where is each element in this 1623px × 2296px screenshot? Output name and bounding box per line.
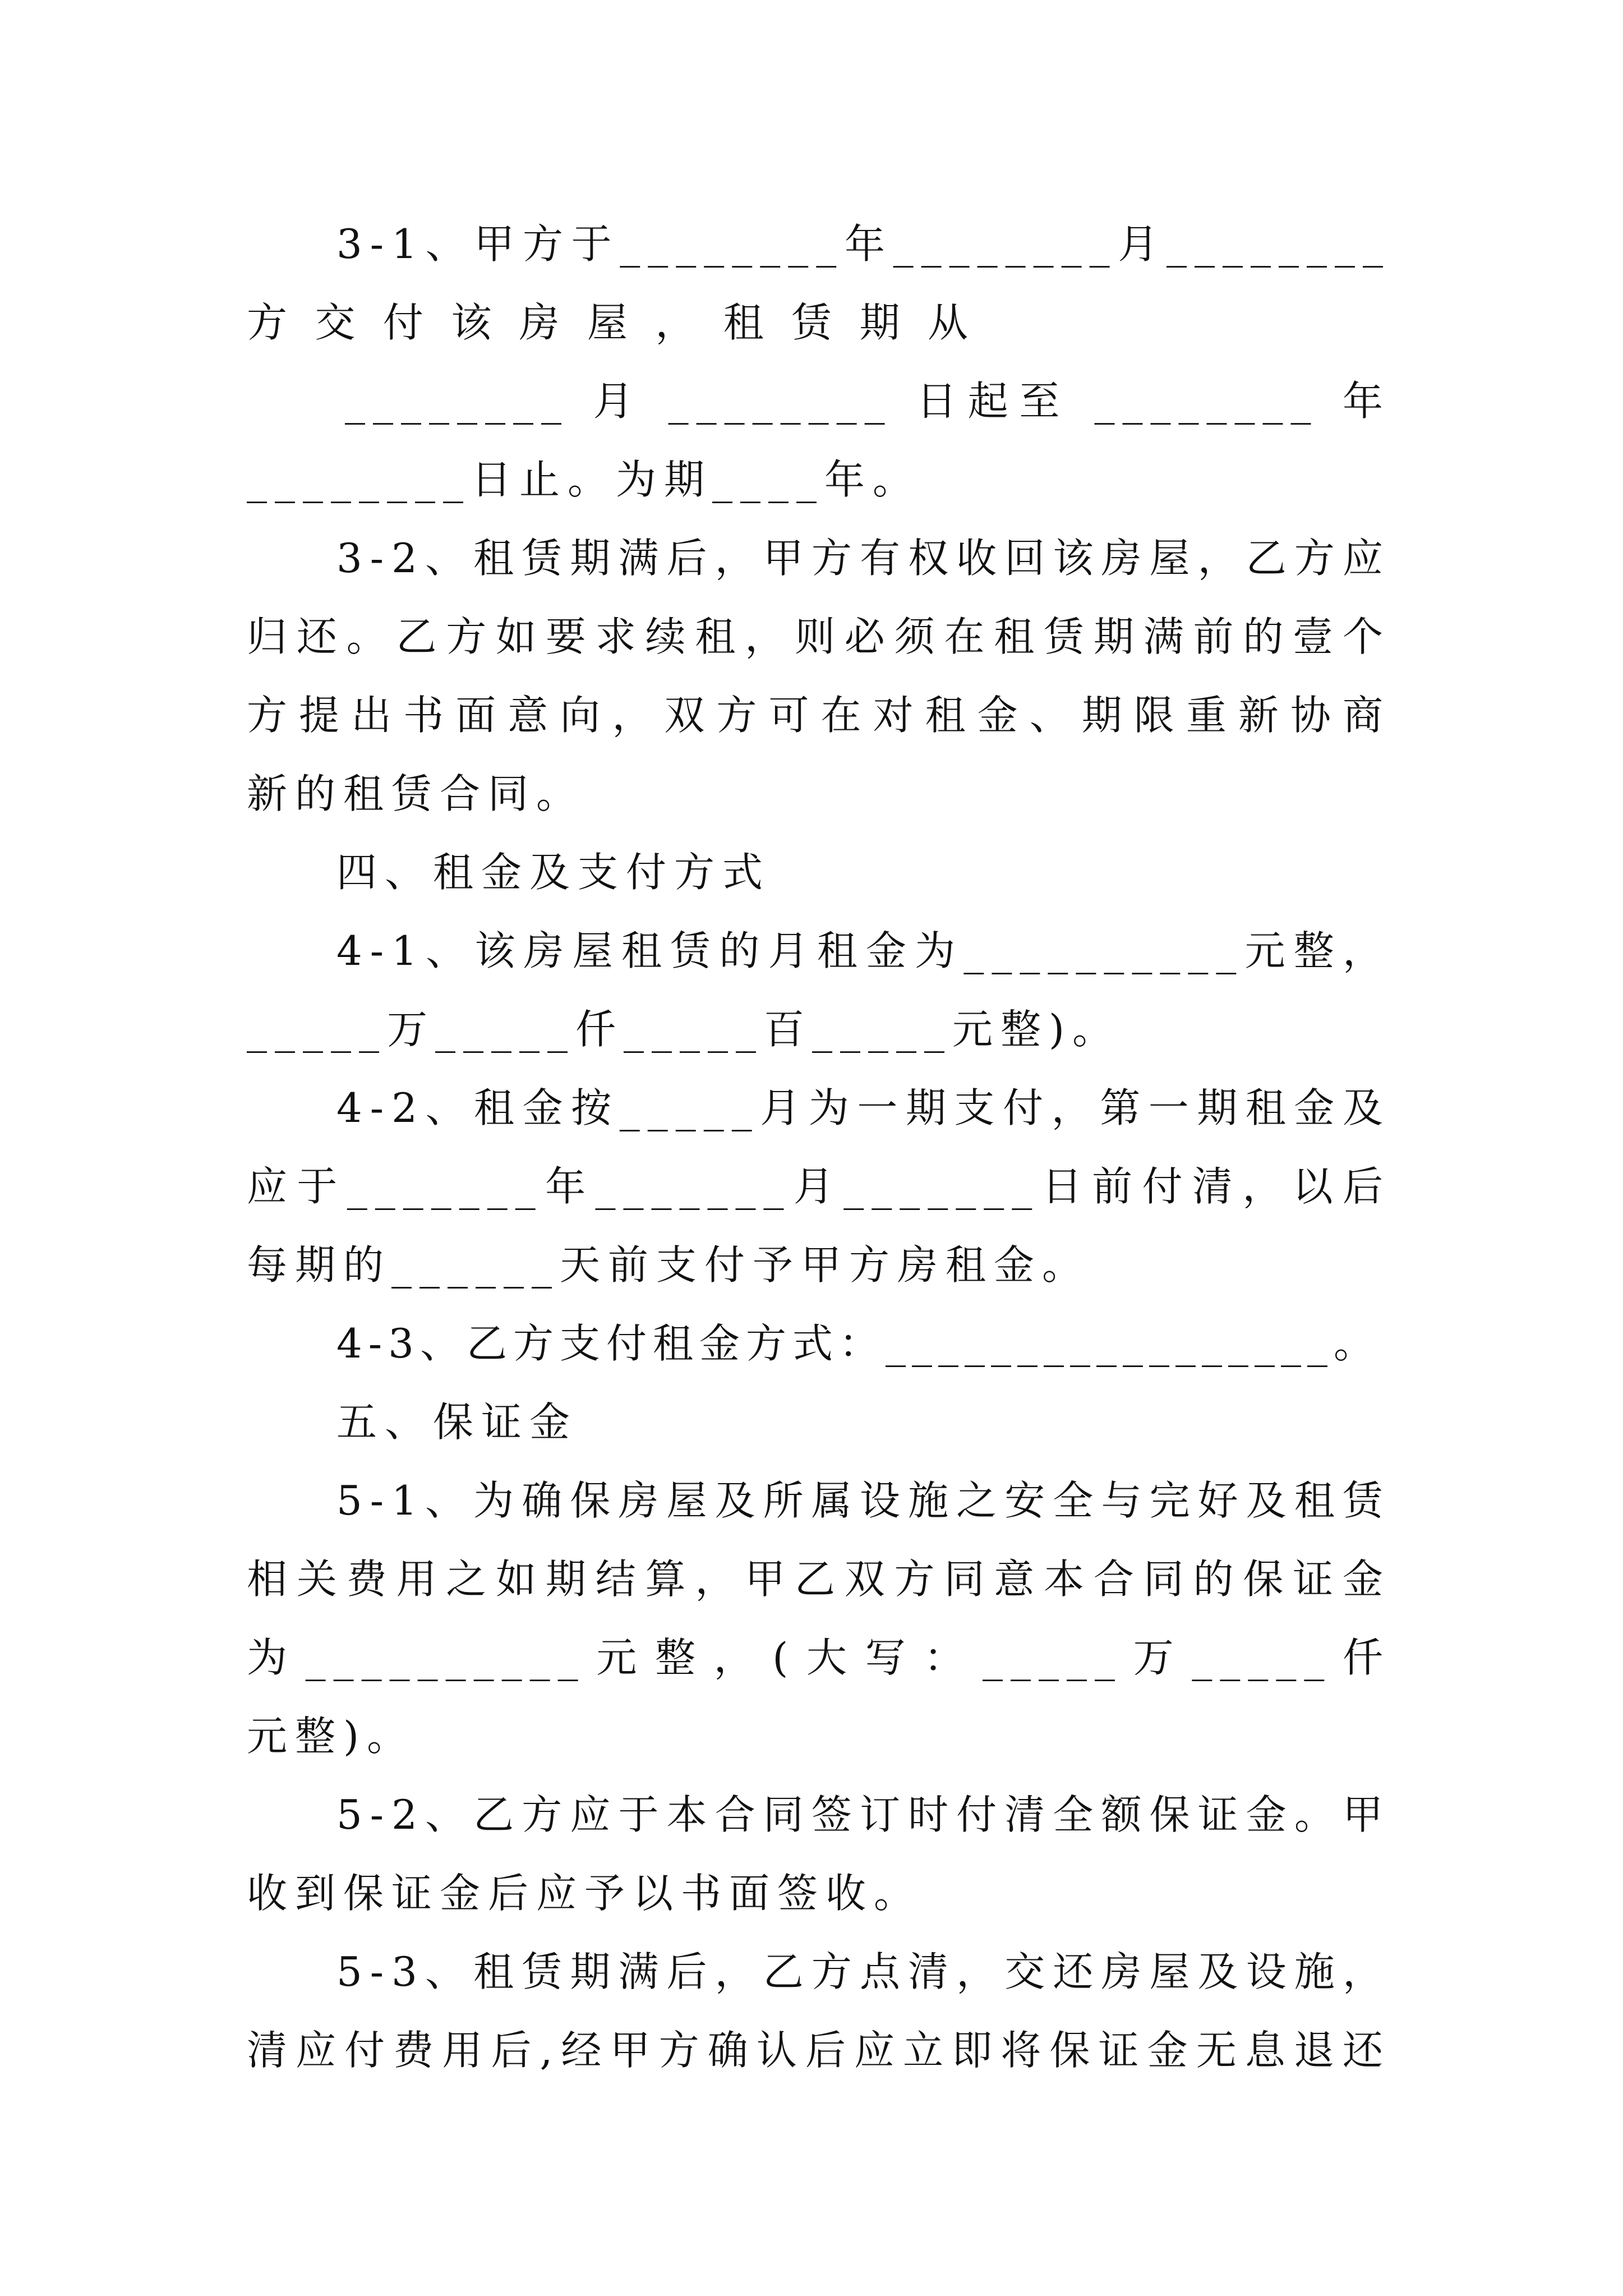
paragraph-line: 新的租赁合同。 [247, 770, 585, 817]
paragraph-line: 方交付该房屋，租赁期从 [247, 299, 976, 346]
paragraph-line: 应于_______年_______月_______日前付清，以后 [247, 1163, 1391, 1210]
paragraph-line: _____万_____仟_____百_____元整)。 [247, 1006, 1121, 1053]
paragraph-line: 相关费用之如期结算，甲乙双方同意本合同的保证金 [247, 1556, 1391, 1603]
paragraph-line: 5-1、为确保房屋及所属设施之安全与完好及租赁 [336, 1477, 1391, 1524]
paragraph-line: 3-2、租赁期满后，甲方有权收回该房屋，乙方应 [336, 535, 1391, 582]
paragraph-line: 4-3、乙方支付租金方式：_________________。 [336, 1320, 1380, 1367]
paragraph-line: 清应付费用后,经甲方确认后应立即将保证金无息退还 [247, 2027, 1391, 2074]
section-heading: 四、租金及支付方式 [336, 849, 771, 896]
paragraph-line: ________日止。为期____年。 [247, 456, 921, 503]
paragraph-line: 方提出书面意向，双方可在对租金、期限重新协商 [247, 692, 1391, 739]
paragraph-line: 归还。乙方如要求续租，则必须在租赁期满前的壹个 [247, 613, 1391, 660]
paragraph-line: 3-1、甲方于________年________月________ [336, 220, 1391, 268]
paragraph-line: 为__________元整，(大写：_____万_____仟 [247, 1634, 1391, 1681]
paragraph-line: 4-2、租金按_____月为一期支付，第一期租金及 [336, 1084, 1391, 1131]
paragraph-line: 元整)。 [247, 1713, 416, 1760]
paragraph-line: 4-1、该房屋租赁的月租金为__________元整， [336, 927, 1391, 974]
paragraph-line: 每期的______天前支付予甲方房租金。 [247, 1241, 1091, 1289]
paragraph-line: 收到保证金后应予以书面签收。 [247, 1870, 923, 1917]
section-heading: 五、保证金 [336, 1398, 578, 1446]
paragraph-line: 5-3、租赁期满后，乙方点清，交还房屋及设施， [336, 1948, 1391, 1995]
paragraph-line: ________ 月 ________ 日起至 ________ 年 [345, 378, 1391, 425]
paragraph-line: 5-2、乙方应于本合同签订时付清全额保证金。甲 [336, 1791, 1391, 1838]
